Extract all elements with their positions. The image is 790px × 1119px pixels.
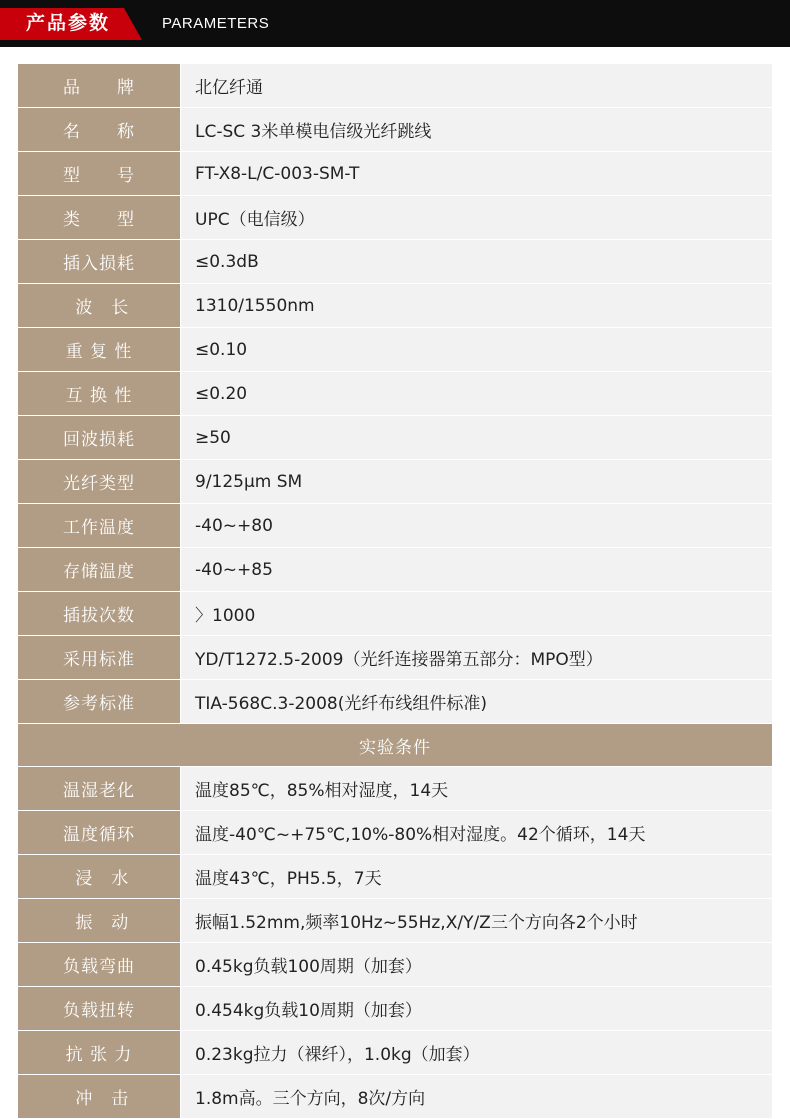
row-value: 1.8m高。三个方向，8次/方向	[181, 1075, 773, 1119]
table-row	[18, 680, 773, 724]
row-label: 插拔次数	[18, 592, 181, 636]
row-label: 回波损耗	[18, 416, 181, 460]
table-row	[18, 636, 773, 680]
header-slant-decoration	[124, 8, 142, 40]
row-value: FT-X8-L/C-003-SM-T	[181, 152, 773, 196]
row-label: 采用标准	[18, 636, 181, 680]
row-value: 0.45kg负载100周期（加套）	[181, 943, 773, 987]
section-divider-row	[18, 724, 773, 767]
table-row	[18, 767, 773, 811]
row-value: 〉1000	[181, 592, 773, 636]
row-label: 参考标准	[18, 680, 181, 724]
row-value: 温度85℃，85%相对湿度，14天	[181, 767, 773, 811]
row-label: 负载弯曲	[18, 943, 181, 987]
table-row	[18, 372, 773, 416]
table-row	[18, 548, 773, 592]
table-row	[18, 1075, 773, 1119]
table-row	[18, 108, 773, 152]
row-value: ≥50	[181, 416, 773, 460]
row-label: 品 牌	[18, 64, 181, 108]
table-row	[18, 196, 773, 240]
parameters-table	[17, 63, 773, 1119]
row-label: 抗 张 力	[18, 1031, 181, 1075]
row-label: 工作温度	[18, 504, 181, 548]
row-label: 型 号	[18, 152, 181, 196]
row-label: 光纤类型	[18, 460, 181, 504]
row-value: -40~+80	[181, 504, 773, 548]
row-value: ≤0.20	[181, 372, 773, 416]
row-label: 波 长	[18, 284, 181, 328]
row-value: 北亿纤通	[181, 64, 773, 108]
row-label: 互 换 性	[18, 372, 181, 416]
table-row	[18, 899, 773, 943]
row-value: 0.23kg拉力（裸纤），1.0kg（加套）	[181, 1031, 773, 1075]
row-value: TIA-568C.3-2008(光纤布线组件标准)	[181, 680, 773, 724]
table-row	[18, 152, 773, 196]
table-row	[18, 987, 773, 1031]
row-value: UPC（电信级）	[181, 196, 773, 240]
table-row	[18, 284, 773, 328]
row-value: ≤0.10	[181, 328, 773, 372]
parameters-table-wrap	[0, 47, 790, 1119]
row-label: 名 称	[18, 108, 181, 152]
table-row	[18, 64, 773, 108]
row-label: 存储温度	[18, 548, 181, 592]
row-label: 浸 水	[18, 855, 181, 899]
section-divider-title: 实验条件	[18, 724, 773, 767]
table-row	[18, 240, 773, 284]
table-row	[18, 504, 773, 548]
table-row	[18, 855, 773, 899]
table-row	[18, 328, 773, 372]
parameters-table-body	[18, 64, 773, 1119]
section-title-cn: 产品参数	[0, 8, 124, 40]
row-value: 温度-40℃~+75℃,10%-80%相对湿度。42个循环，14天	[181, 811, 773, 855]
row-value: YD/T1272.5-2009（光纤连接器第五部分：MPO型）	[181, 636, 773, 680]
row-label: 重 复 性	[18, 328, 181, 372]
row-label: 插入损耗	[18, 240, 181, 284]
row-value: 振幅1.52mm,频率10Hz~55Hz,X/Y/Z三个方向各2个小时	[181, 899, 773, 943]
table-row	[18, 460, 773, 504]
row-value: 1310/1550nm	[181, 284, 773, 328]
row-label: 冲 击	[18, 1075, 181, 1119]
row-label: 温湿老化	[18, 767, 181, 811]
row-label: 负载扭转	[18, 987, 181, 1031]
row-label: 类 型	[18, 196, 181, 240]
row-label: 振 动	[18, 899, 181, 943]
row-value: -40~+85	[181, 548, 773, 592]
row-value: 温度43℃，PH5.5，7天	[181, 855, 773, 899]
table-row	[18, 943, 773, 987]
table-row	[18, 592, 773, 636]
row-value: 9/125μm SM	[181, 460, 773, 504]
table-row	[18, 416, 773, 460]
section-title-en: PARAMETERS	[162, 15, 270, 32]
row-value: LC-SC 3米单模电信级光纤跳线	[181, 108, 773, 152]
row-label: 温度循环	[18, 811, 181, 855]
table-row	[18, 1031, 773, 1075]
table-row	[18, 811, 773, 855]
row-value: ≤0.3dB	[181, 240, 773, 284]
row-value: 0.454kg负载10周期（加套）	[181, 987, 773, 1031]
section-header	[0, 0, 790, 47]
